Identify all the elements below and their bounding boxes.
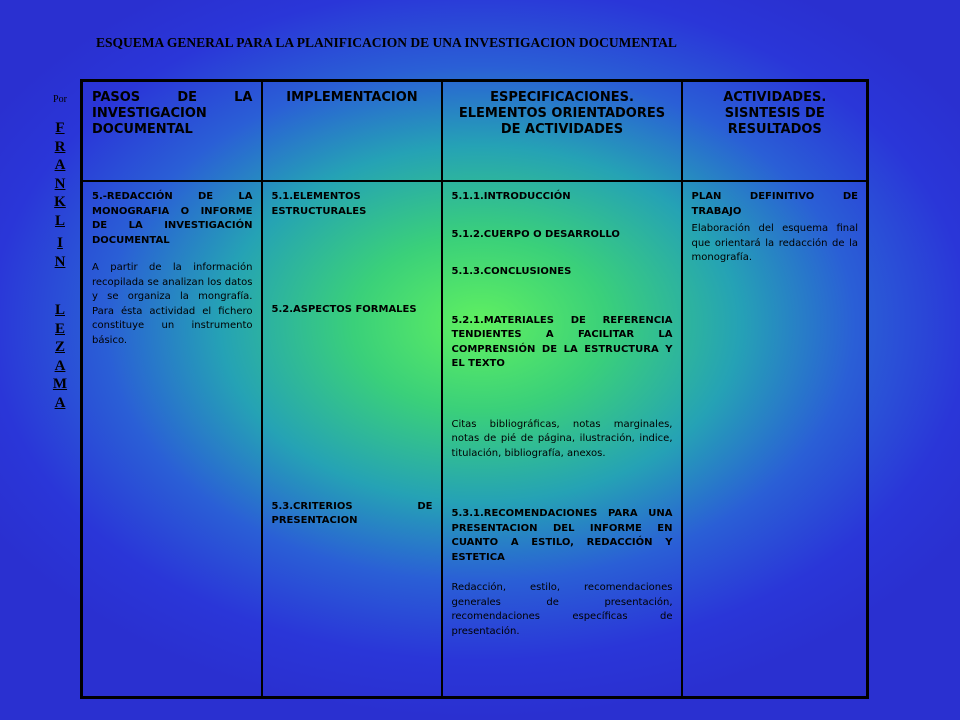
author-letter: I [57,235,63,251]
spec-description: Redacción, estilo, recomendaciones generales de presentación, recomendaciones específicas de presentación. [451,582,673,637]
author-letter: A [54,394,66,411]
author-letter: L [54,302,65,318]
spec-item: 5.3.1.RECOMENDACIONES PARA UNA PRESENTACION DEL INFORME EN CUANTO A ESTILO, REDACCIÓN Y ESTETICA [451,508,673,563]
spec-item: 5.1.3.CONCLUSIONES [451,266,572,277]
author-letter: A [54,157,66,173]
author-name [42,94,78,412]
author-letter: N [54,175,66,192]
step-description: A partir de la información recopilada se analizan los datos y se organiza la mongrafía. Para ésta actividad el fichero constituye un instrumento básico. [92,262,253,346]
cell-implementacion [262,181,442,698]
author-by-label: Por [53,94,67,105]
author-letter: K [54,194,66,210]
implementation-item: 5.1.ELEMENTOS ESTRUCTURALES [271,191,367,217]
spec-item: 5.1.2.CUERPO O DESARROLLO [451,228,620,240]
implementation-item: 5.2.ASPECTOS FORMALES [271,304,417,315]
table-header-row [82,81,868,182]
activity-description: Elaboración del esquema final que orientará la redacción de la monografía. [691,223,858,263]
cell-actividades [682,181,868,698]
slide-title: ESQUEMA GENERAL PARA LA PLANIFICACION DE UNA INVESTIGACION DOCUMENTAL [96,35,677,50]
author-letter: E [54,320,65,337]
author-letter: L [54,212,65,229]
activity-heading: PLAN DEFINITIVO DE TRABAJO [691,191,858,217]
header-especificaciones: ESPECIFICACIONES. ELEMENTOS ORIENTADORES DE ACTIVIDADES [442,81,682,182]
planning-table [80,79,869,699]
author-letter: R [54,138,66,155]
author-vertical-letters [42,119,78,412]
header-implementacion: IMPLEMENTACION [262,81,442,182]
spec-item: 5.1.1.INTRODUCCIÓN [451,191,571,202]
author-letter: Z [54,339,65,355]
step-heading: 5.-REDACCIÓN DE LA MONOGRAFIA O INFORME DE LA INVESTIGACIÓN DOCUMENTAL [92,191,253,246]
spec-item: 5.2.1.MATERIALES DE REFERENCIA TENDIENTES A FACILITAR LA COMPRENSIÓN DE LA ESTRUCTURA Y EL TEXTO [451,314,673,369]
author-letter: A [54,357,66,374]
author-letter: N [54,253,66,270]
cell-especificaciones [442,181,682,698]
header-pasos: PASOS DE LA INVESTIGACION DOCUMENTAL [82,81,262,182]
header-actividades: ACTIVIDADES. SISNTESIS DE RESULTADOS [682,81,868,182]
spec-description: Citas bibliográficas, notas marginales, notas de pié de página, ilustración, indice, titulación, bibliografía, anexos. [451,418,673,459]
cell-pasos [82,181,262,698]
table-row [82,181,868,698]
author-letter: F [55,120,65,136]
author-letter: M [52,376,68,392]
implementation-item: 5.3.CRITERIOS DE PRESENTACION [271,500,433,526]
